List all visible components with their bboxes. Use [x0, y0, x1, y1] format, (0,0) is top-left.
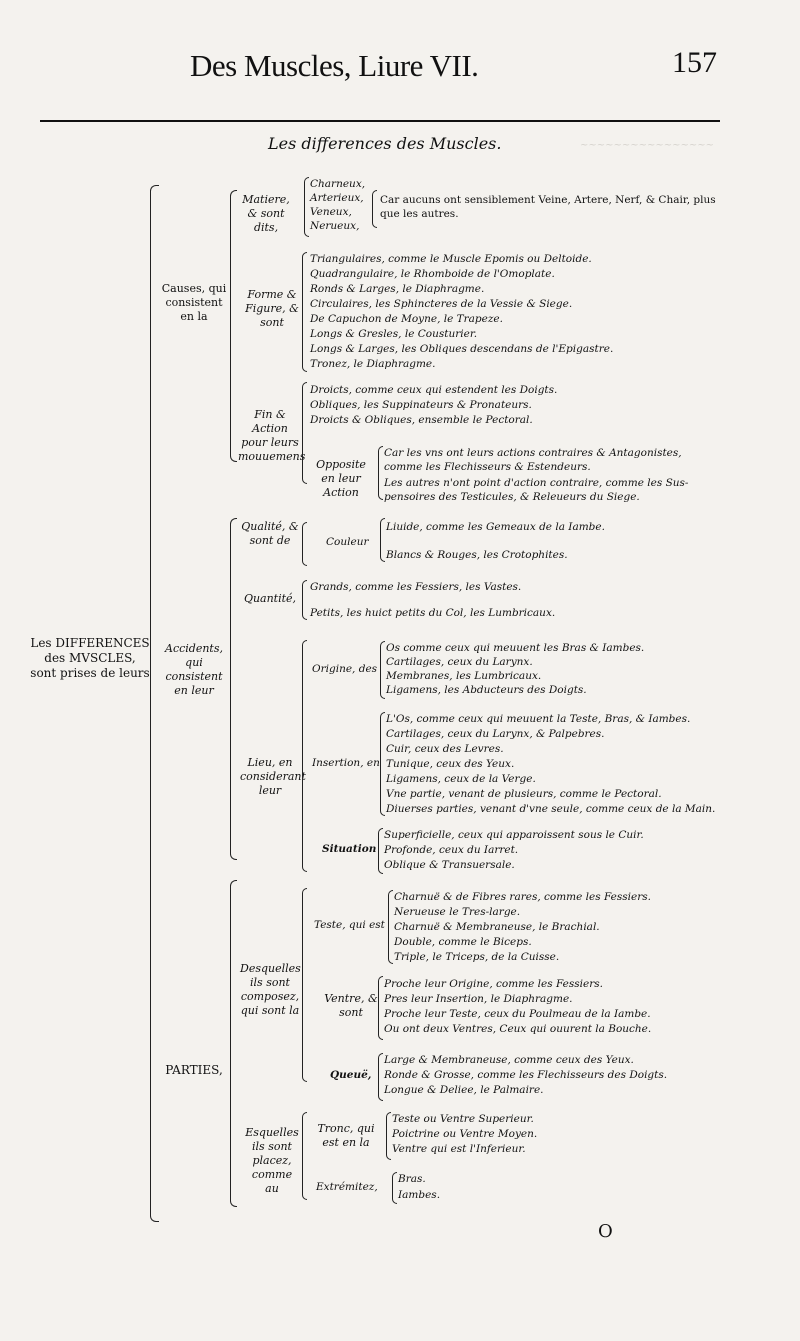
quantite-item: Grands, comme les Fessiers, les Vastes. — [310, 581, 522, 593]
matiere-item: Arterieux, — [310, 192, 364, 204]
forme-item: Longs & Larges, les Obliques descendans de l'Epigastre. — [310, 343, 614, 355]
accidents-brace — [230, 518, 237, 860]
situation-label: Situation — [322, 843, 377, 855]
esquelles-label: Esquelles ils sont placez, comme au — [245, 1126, 299, 1195]
opposite-item: Car les vns ont leurs actions contraires & Antagonistes, — [384, 447, 682, 459]
tronc-item: Teste ou Ventre Superieur. — [392, 1113, 534, 1125]
matiere-note: que les autres. — [380, 208, 459, 220]
teste-item: Double, comme le Biceps. — [394, 936, 532, 948]
opposite-item: pensoires des Testicules, & Releueurs du Siege. — [384, 491, 640, 503]
root-label: Les DIFFERENCES des MVSCLES, sont prises de leurs — [30, 636, 150, 680]
parties-label: PARTIES, — [165, 1063, 223, 1077]
teste-item: Nerueuse le Tres-large. — [394, 906, 521, 918]
extremitez-item: Bras. — [398, 1173, 426, 1185]
situation-item: Oblique & Transuersale. — [384, 859, 515, 871]
ventre-item: Proche leur Teste, ceux du Poulmeau de la Iambe. — [384, 1008, 651, 1020]
origine-item: Cartilages, ceux du Larynx. — [386, 656, 533, 668]
fin-brace — [302, 382, 307, 484]
queue-item: Large & Membraneuse, comme ceux des Yeux. — [384, 1054, 634, 1066]
causes-label: Causes, qui consistent en la — [161, 282, 227, 323]
opposite-brace — [378, 446, 383, 500]
origine-brace — [380, 641, 385, 699]
extremitez-item: Iambes. — [398, 1189, 441, 1201]
matiere-item: Nerueux, — [310, 220, 360, 232]
tronc-label: Tronc, qui est en la — [317, 1122, 375, 1149]
opposite-label: Opposite en leur Action — [316, 458, 366, 499]
esquelles-brace — [302, 1112, 307, 1200]
extremitez-label: Extrémitez, — [316, 1181, 378, 1193]
accidents-label: Accidents, qui consistent en leur — [165, 642, 223, 697]
forme-label: Forme & Figure, & sont — [245, 288, 299, 329]
tronc-brace — [386, 1112, 391, 1160]
forme-item: Quadrangulaire, le Rhomboide de l'Omoplate. — [310, 268, 555, 280]
couleur-item: Blancs & Rouges, les Crotophites. — [386, 549, 568, 561]
matiere-brace — [304, 177, 309, 237]
extremitez-brace — [392, 1172, 397, 1204]
forme-brace — [302, 252, 307, 372]
insertion-item: Vne partie, venant de plusieurs, comme le Pectoral. — [386, 788, 662, 800]
matiere-note: Car aucuns ont sensiblement Veine, Artere, Nerf, & Chair, plus — [380, 194, 716, 206]
tronc-item: Ventre qui est l'Inferieur. — [392, 1143, 526, 1155]
queue-brace — [378, 1053, 383, 1101]
fin-item: Droicts & Obliques, ensemble le Pectoral. — [310, 414, 533, 426]
insertion-item: Diuerses parties, venant d'vne seule, comme ceux de la Main. — [386, 803, 716, 815]
fin-label: Fin & Action pour leurs mouuemens — [238, 408, 306, 463]
ventre-item: Pres leur Insertion, le Diaphragme. — [384, 993, 573, 1005]
root-brace — [150, 185, 159, 1222]
teste-label: Teste, qui est — [314, 919, 385, 931]
couleur-item: Liuide, comme les Gemeaux de la Iambe. — [386, 521, 605, 533]
insertion-item: L'Os, comme ceux qui meuuent la Teste, Bras, & Iambes. — [386, 713, 691, 725]
forme-item: De Capuchon de Moyne, le Trapeze. — [310, 313, 503, 325]
teste-item: Charnuë & de Fibres rares, comme les Fessiers. — [394, 891, 651, 903]
insertion-brace — [380, 712, 385, 816]
origine-item: Os comme ceux qui meuuent les Bras & Iambes. — [386, 642, 645, 654]
queue-item: Ronde & Grosse, comme les Flechisseurs des Doigts. — [384, 1069, 668, 1081]
matiere-note-brace — [372, 190, 377, 228]
tronc-item: Poictrine ou Ventre Moyen. — [392, 1128, 538, 1140]
forme-item: Circulaires, les Sphincteres de la Vessie & Siege. — [310, 298, 573, 310]
situation-item: Profonde, ceux du Iarret. — [384, 844, 519, 856]
origine-label: Origine, des — [312, 663, 378, 675]
teste-item: Triple, le Triceps, de la Cuisse. — [394, 951, 560, 963]
ventre-brace — [378, 976, 383, 1040]
running-header: Des Muscles, Liure VII. — [190, 48, 479, 83]
couleur-brace — [380, 518, 385, 562]
matiere-item: Veneux, — [310, 206, 352, 218]
ventre-label: Ventre, & sont — [324, 992, 378, 1019]
fin-item: Droicts, comme ceux qui estendent les Doigts. — [310, 384, 558, 396]
quantite-label: Quantité, — [243, 592, 297, 605]
bleed-through-text: ~~~~~~~~~~~~~~~~ — [580, 140, 715, 151]
queue-label: Queuë, — [330, 1069, 372, 1081]
forme-item: Tronez, le Diaphragme. — [310, 358, 436, 370]
origine-item: Ligamens, les Abducteurs des Doigts. — [386, 684, 587, 696]
couleur-label: Couleur — [326, 536, 369, 548]
parties-brace — [230, 880, 237, 1207]
matiere-item: Charneux, — [310, 178, 366, 190]
page-number: 157 — [672, 46, 717, 79]
insertion-item: Cartilages, ceux du Larynx, & Palpebres. — [386, 728, 605, 740]
insertion-item: Cuir, ceux des Levres. — [386, 743, 504, 755]
footer-mark: O — [598, 1221, 613, 1242]
lieu-label: Lieu, en considerant leur — [240, 756, 306, 797]
situation-item: Superficielle, ceux qui apparoissent sous le Cuir. — [384, 829, 644, 841]
origine-item: Membranes, les Lumbricaux. — [386, 670, 542, 682]
insertion-label: Insertion, en — [312, 757, 380, 769]
header-rule — [40, 120, 720, 122]
forme-item: Ronds & Larges, le Diaphragme. — [310, 283, 485, 295]
opposite-item: comme les Flechisseurs & Estendeurs. — [384, 461, 591, 473]
insertion-item: Ligamens, ceux de la Verge. — [386, 773, 536, 785]
matiere-label: Matiere, & sont dits, — [242, 193, 290, 234]
desquelles-label: Desquelles ils sont composez, qui sont la — [240, 962, 301, 1017]
ventre-item: Ou ont deux Ventres, Ceux qui ouurent la Bouche. — [384, 1023, 652, 1035]
qualite-label: Qualité, & sont de — [241, 520, 299, 547]
quantite-item: Petits, les huict petits du Col, les Lumbricaux. — [310, 607, 556, 619]
insertion-item: Tunique, ceux des Yeux. — [386, 758, 515, 770]
teste-item: Charnuë & Membraneuse, le Brachial. — [394, 921, 600, 933]
lieu-brace — [302, 640, 307, 872]
quantite-brace — [302, 580, 307, 620]
section-title: Les differences des Muscles. — [268, 134, 502, 153]
queue-item: Longue & Deliee, le Palmaire. — [384, 1084, 544, 1096]
forme-item: Triangulaires, comme le Muscle Epomis ou Deltoide. — [310, 253, 592, 265]
fin-item: Obliques, les Suppinateurs & Pronateurs. — [310, 399, 532, 411]
situation-brace — [378, 828, 383, 874]
ventre-item: Proche leur Origine, comme les Fessiers. — [384, 978, 603, 990]
opposite-item: Les autres n'ont point d'action contraire, comme les Sus- — [384, 477, 689, 489]
forme-item: Longs & Gresles, le Cousturier. — [310, 328, 478, 340]
desquelles-brace — [302, 888, 307, 1082]
teste-brace — [388, 890, 393, 964]
qualite-brace — [302, 522, 307, 566]
